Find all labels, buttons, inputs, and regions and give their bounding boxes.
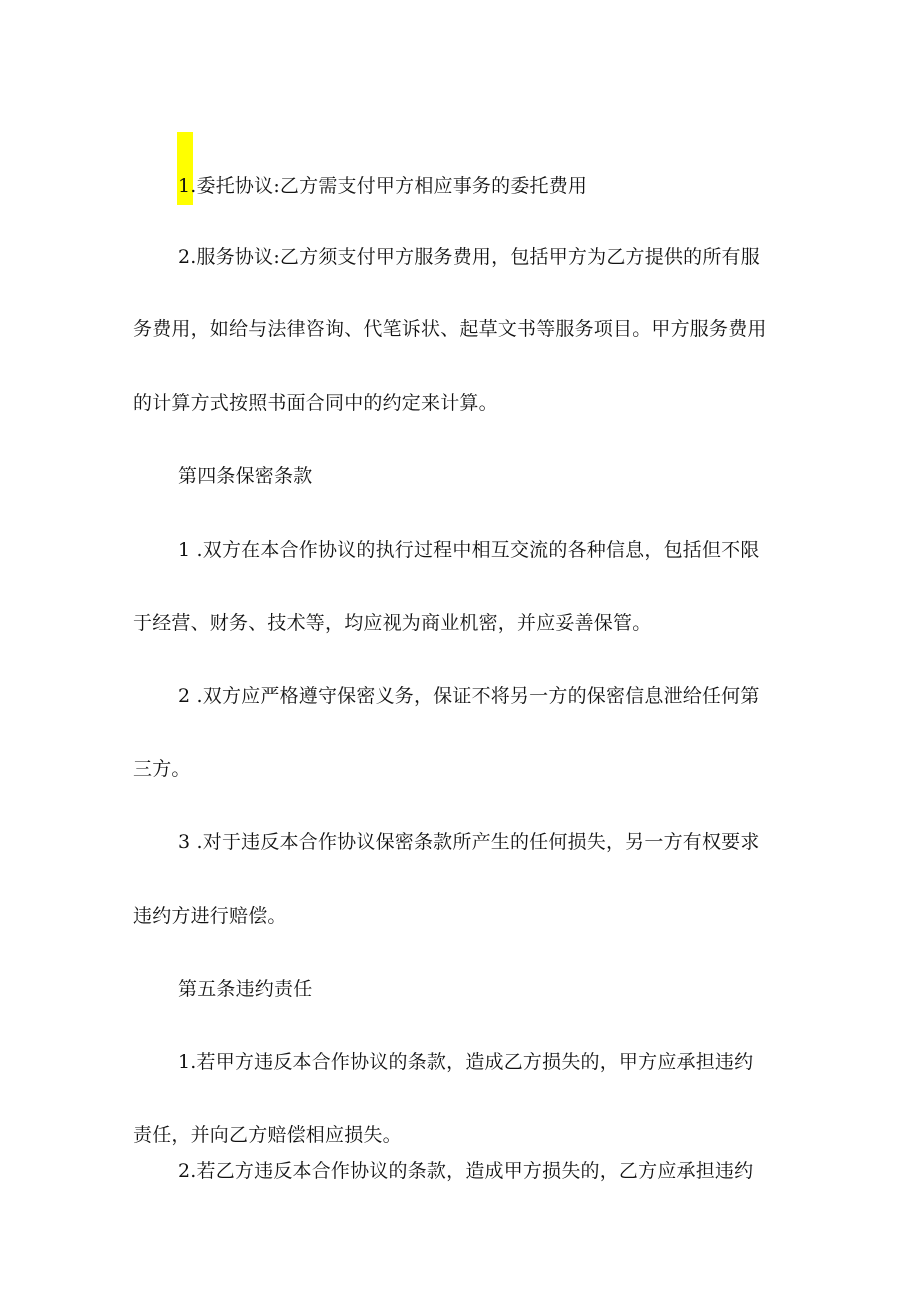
paragraph-line: 2 .双方应严格遵守保密义务，保证不将另一方的保密信息泄给任何第 (178, 685, 760, 707)
section-heading: 第四条保密条款 (178, 465, 313, 487)
paragraph-line: 1.若甲方违反本合作协议的条款，造成乙方损失的，甲方应承担违约 (178, 1051, 754, 1073)
paragraph-line: 3 .对于违反本合作协议保密条款所产生的任何损失，另一方有权要求 (178, 831, 760, 853)
paragraph-line: 违约方进行赔偿。 (133, 905, 287, 927)
paragraph-line: 2.若乙方违反本合作协议的条款，造成甲方损失的，乙方应承担违约 (178, 1160, 754, 1182)
paragraph-line: 于经营、财务、技术等，均应视为商业机密，并应妥善保管。 (133, 612, 652, 634)
paragraph-line: 三方。 (133, 758, 191, 780)
paragraph-line: 2.服务协议:乙方须支付甲方服务费用，包括甲方为乙方提供的所有服 (178, 246, 760, 268)
paragraph-line: 务费用，如给与法律咨询、代笔诉状、起草文书等服务项目。甲方服务费用 (133, 318, 767, 340)
section-heading: 第五条违约责任 (178, 978, 313, 1000)
paragraph-line: 责任，并向乙方赔偿相应损失。 (133, 1124, 402, 1146)
paragraph-line: 1.委托协议:乙方需支付甲方相应事务的委托费用 (178, 175, 588, 197)
paragraph-line: 1 .双方在本合作协议的执行过程中相互交流的各种信息，包括但不限 (178, 539, 760, 561)
paragraph-line: 的计算方式按照书面合同中的约定来计算。 (133, 392, 498, 414)
